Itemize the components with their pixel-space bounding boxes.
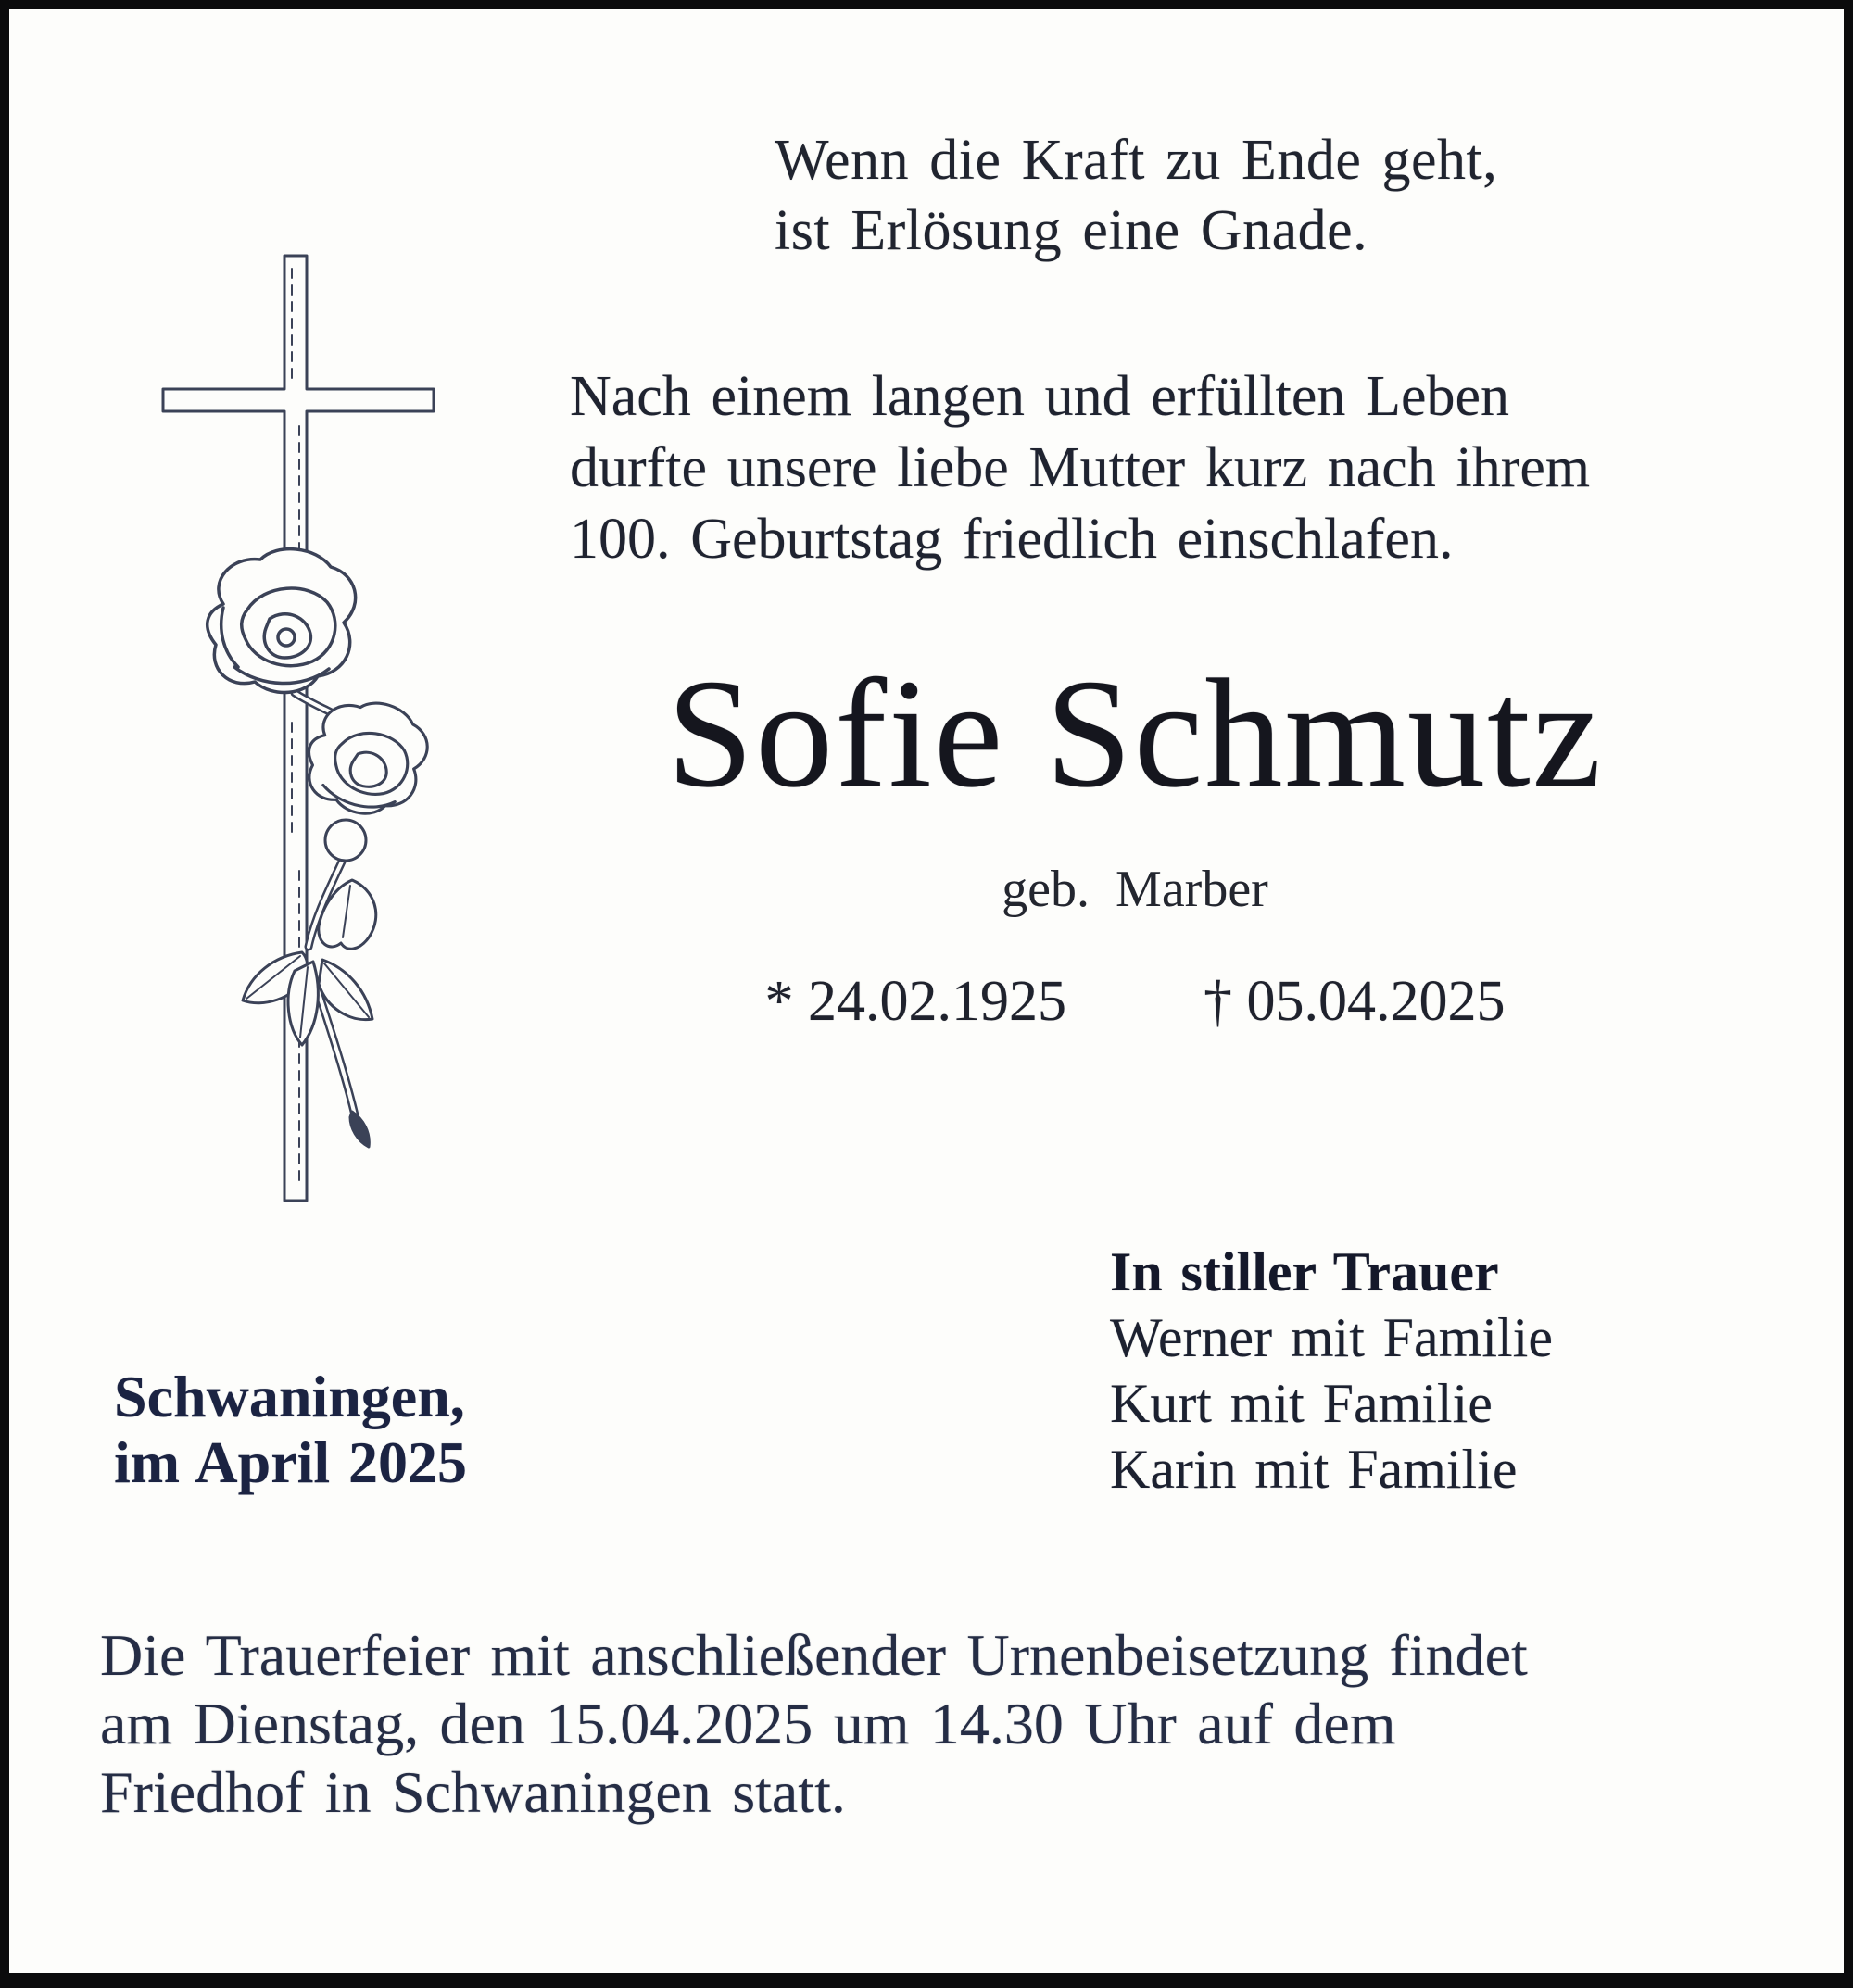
mourner: Karin mit Familie bbox=[1110, 1439, 1518, 1500]
mourning-block bbox=[1110, 1239, 1553, 1503]
intro-line-3: 100. Geburtstag friedlich einschlafen. bbox=[570, 508, 1454, 571]
place-line: Schwaningen, bbox=[114, 1364, 465, 1429]
deceased-name: Sofie Schmutz bbox=[666, 648, 1604, 820]
mourner: Werner mit Familie bbox=[1110, 1307, 1553, 1368]
opening-verse bbox=[775, 125, 1497, 266]
mourner: Kurt mit Familie bbox=[1110, 1373, 1493, 1434]
verse-line-1: Wenn die Kraft zu Ende geht, bbox=[775, 129, 1498, 192]
rose-large bbox=[208, 549, 356, 693]
life-dates bbox=[486, 970, 1784, 1033]
intro-line-2: durfte unsere liebe Mutter kurz nach ihrem bbox=[570, 436, 1591, 499]
cross-and-roses-illustration bbox=[139, 241, 454, 1223]
leaf-tip bbox=[350, 1112, 369, 1147]
maiden-name: geb. Marber bbox=[1002, 861, 1268, 918]
funeral-line-2: am Dienstag, den 15.04.2025 um 14.30 Uhr auf dem bbox=[100, 1691, 1396, 1756]
funeral-line-1: Die Trauerfeier mit anschließender Urnenbeisetzung findet bbox=[100, 1622, 1528, 1688]
birth-date: * 24.02.1925 bbox=[764, 970, 1066, 1033]
date-line: im April 2025 bbox=[114, 1429, 468, 1495]
introduction-paragraph bbox=[570, 361, 1590, 575]
death-date: † 05.04.2025 bbox=[1204, 970, 1506, 1033]
rose-bud bbox=[325, 820, 366, 861]
funeral-line-3: Friedhof in Schwaningen statt. bbox=[100, 1759, 846, 1825]
mourning-title: In stiller Trauer bbox=[1110, 1241, 1499, 1302]
intro-line-1: Nach einem langen und erfüllten Leben bbox=[570, 365, 1509, 428]
verse-line-2: ist Erlösung eine Gnade. bbox=[775, 199, 1368, 262]
funeral-notice bbox=[100, 1621, 1786, 1827]
place-and-date bbox=[114, 1364, 467, 1495]
